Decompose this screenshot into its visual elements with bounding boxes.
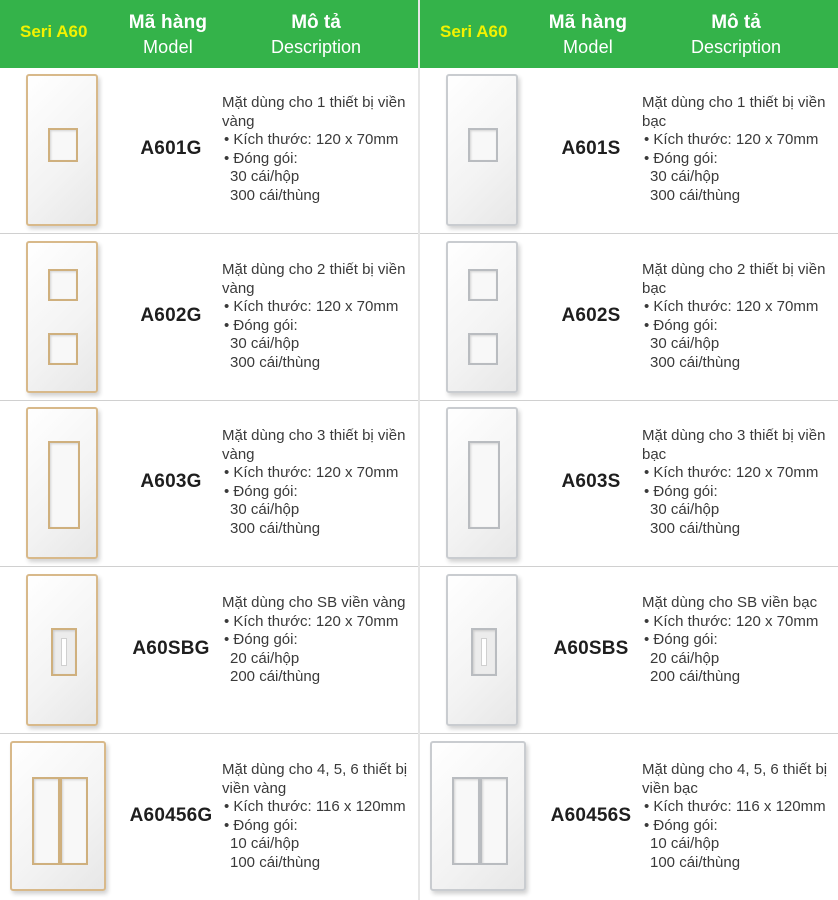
plate-2-gang-icon (440, 241, 526, 397)
desc-title: Mặt dùng cho 3 thiết bị viền bạc (642, 427, 826, 463)
model-header-en: Model (562, 37, 614, 57)
description-column-header (676, 10, 796, 60)
desc-pack-carton: 200 cái/thùng (650, 668, 741, 686)
plate-3-gang-icon (20, 407, 106, 563)
desc-pack-label: • Đóng gói: (224, 316, 298, 334)
desc-pack-carton: 300 cái/thùng (650, 519, 741, 537)
desc-pack-carton: 300 cái/thùng (230, 519, 321, 537)
description (222, 261, 418, 373)
plate-3-gang-icon (440, 407, 526, 563)
model-code: A60456G (129, 805, 213, 826)
table-header-right (420, 0, 838, 68)
desc-size: • Kích thước: 120 x 70mm (644, 612, 819, 630)
desc-header-vi: Mô tả (291, 12, 341, 33)
plate-1-gang-icon (20, 74, 106, 230)
table-header-left (0, 0, 418, 68)
description (642, 94, 838, 206)
description (642, 594, 838, 687)
plate-2-gang-icon (20, 241, 106, 397)
desc-pack-box: 10 cái/hộp (230, 835, 300, 853)
table-row (420, 68, 838, 234)
desc-size: • Kích thước: 120 x 70mm (644, 464, 819, 482)
model-code: A60SBS (553, 638, 629, 659)
model-header-vi: Mã hàng (548, 12, 628, 33)
desc-header-en: Description (270, 37, 362, 57)
plate-1-gang-icon (440, 74, 526, 230)
desc-size: • Kích thước: 120 x 70mm (224, 298, 399, 316)
desc-pack-label: • Đóng gói: (224, 631, 298, 649)
table-row (0, 401, 418, 567)
plate-sb-icon (440, 574, 526, 730)
desc-title: Mặt dùng cho 4, 5, 6 thiết bị viền vàng (222, 761, 408, 797)
desc-title: Mặt dùng cho SB viền bạc (642, 594, 818, 611)
desc-header-en: Description (690, 37, 782, 57)
plate-456-icon (440, 741, 526, 897)
desc-pack-label: • Đóng gói: (644, 149, 718, 167)
desc-pack-box: 30 cái/hộp (650, 335, 720, 353)
model-code: A602S (561, 305, 621, 326)
description (642, 427, 838, 539)
desc-pack-label: • Đóng gói: (224, 816, 298, 834)
model-code: A60456S (550, 805, 632, 826)
desc-pack-label: • Đóng gói: (644, 316, 718, 334)
desc-pack-carton: 300 cái/thùng (230, 186, 321, 204)
desc-size: • Kích thước: 116 x 120mm (224, 798, 406, 816)
model-code: A601G (140, 138, 202, 159)
desc-pack-carton: 300 cái/thùng (650, 353, 741, 371)
desc-pack-box: 10 cái/hộp (650, 835, 720, 853)
desc-title: Mặt dùng cho SB viền vàng (222, 594, 406, 611)
desc-title: Mặt dùng cho 1 thiết bị viền bạc (642, 94, 826, 130)
table-row (0, 235, 418, 401)
desc-size: • Kích thước: 120 x 70mm (644, 131, 819, 149)
model-code: A601S (561, 138, 621, 159)
desc-header-vi: Mô tả (711, 12, 761, 33)
description (222, 761, 418, 873)
desc-pack-label: • Đóng gói: (644, 482, 718, 500)
gold-series-table (0, 0, 418, 900)
desc-pack-carton: 100 cái/thùng (230, 853, 321, 871)
table-row (0, 68, 418, 234)
desc-size: • Kích thước: 120 x 70mm (644, 298, 819, 316)
desc-pack-box: 30 cái/hộp (230, 168, 300, 186)
desc-pack-box: 20 cái/hộp (650, 649, 720, 667)
model-column-header (538, 10, 638, 60)
series-label: Seri A60 (440, 22, 508, 41)
model-code: A60SBG (132, 638, 210, 659)
description (642, 761, 838, 873)
table-row (420, 401, 838, 567)
model-code: A602G (140, 305, 202, 326)
plate-sb-icon (20, 574, 106, 730)
description (222, 94, 418, 206)
desc-pack-carton: 300 cái/thùng (650, 186, 741, 204)
desc-pack-carton: 100 cái/thùng (650, 853, 741, 871)
desc-pack-box: 30 cái/hộp (230, 335, 300, 353)
desc-pack-label: • Đóng gói: (224, 482, 298, 500)
desc-pack-box: 30 cái/hộp (650, 501, 720, 519)
model-code: A603S (561, 471, 621, 492)
description (222, 427, 418, 539)
plate-456-icon (20, 741, 106, 897)
desc-title: Mặt dùng cho 3 thiết bị viền vàng (222, 427, 406, 463)
model-header-vi: Mã hàng (128, 12, 208, 33)
desc-pack-box: 30 cái/hộp (650, 168, 720, 186)
desc-pack-carton: 300 cái/thùng (230, 353, 321, 371)
description (222, 594, 418, 687)
table-row (0, 735, 418, 900)
desc-pack-box: 30 cái/hộp (230, 501, 300, 519)
desc-size: • Kích thước: 120 x 70mm (224, 612, 399, 630)
desc-size: • Kích thước: 116 x 120mm (644, 798, 826, 816)
desc-size: • Kích thước: 120 x 70mm (224, 131, 399, 149)
description-column-header (256, 10, 376, 60)
table-row (420, 568, 838, 734)
table-row (420, 735, 838, 900)
series-label: Seri A60 (20, 22, 88, 41)
table-row (0, 568, 418, 734)
desc-size: • Kích thước: 120 x 70mm (224, 464, 399, 482)
table-row (420, 235, 838, 401)
desc-title: Mặt dùng cho 1 thiết bị viền vàng (222, 94, 406, 130)
desc-pack-box: 20 cái/hộp (230, 649, 300, 667)
description (642, 261, 838, 373)
silver-series-table (420, 0, 838, 900)
desc-title: Mặt dùng cho 2 thiết bị viền bạc (642, 261, 826, 297)
desc-pack-label: • Đóng gói: (224, 149, 298, 167)
desc-title: Mặt dùng cho 4, 5, 6 thiết bị viền bạc (642, 761, 828, 797)
model-column-header (118, 10, 218, 60)
desc-pack-carton: 200 cái/thùng (230, 668, 321, 686)
desc-pack-label: • Đóng gói: (644, 816, 718, 834)
desc-pack-label: • Đóng gói: (644, 631, 718, 649)
desc-title: Mặt dùng cho 2 thiết bị viền vàng (222, 261, 406, 297)
model-code: A603G (140, 471, 202, 492)
model-header-en: Model (142, 37, 194, 57)
